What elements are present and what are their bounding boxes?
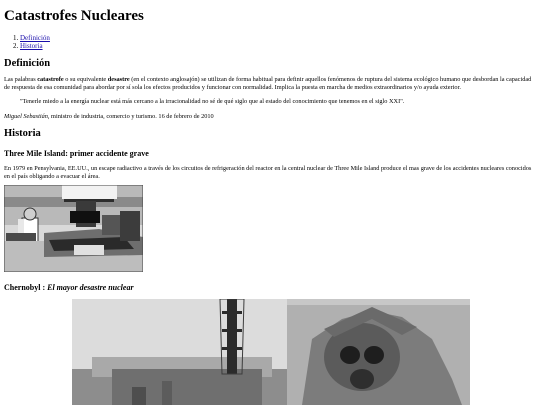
definicion-heading: Definición [4, 58, 51, 69]
tmi-heading: Three Mile Island: primer accidente grave [4, 149, 149, 158]
chernobyl-label: Chernobyl : [4, 283, 48, 292]
toc-link-historia[interactable]: Historia [20, 42, 43, 50]
tmi-paragraph: En 1979 en Pensylvania, EE.UU., un escape radiactivo a través de los circuitos de refrigeración del reactor en la central nuclear de Three Mile Island produce el mas grave de los accidentes nucleares conocidos en el país obligando a evacuar el área. [4, 165, 532, 180]
blockquote: "Tenerle miedo a la energía nuclear está más cercano a la irracionalidad no sé de qué siglo que al estado del conocimiento que tenemos en el siglo XXI". [20, 98, 405, 105]
historia-heading: Historia [4, 128, 41, 139]
quote-attribution [4, 113, 536, 121]
toc-item-definicion [20, 34, 50, 42]
definicion-paragraph [4, 76, 536, 92]
toc-item-historia [20, 42, 50, 50]
term-catastrofe: catastrofe [37, 76, 64, 83]
chernobyl-subtitle: El mayor desastre nuclear [47, 283, 134, 292]
definicion-text-mid: o su equivalente [63, 76, 108, 83]
quote-author-detail: , ministro de industria, comercio y turismo. 16 de febrero de 2010 [47, 113, 214, 120]
chernobyl-heading [4, 283, 134, 292]
definicion-text-pre: Las palabras [4, 76, 38, 83]
definicion-text-post: (en el contexto anglosajón) se utilizan de forma habitual para definir aquellos fenómenos de ruptura del sistema ecológico humano que desbordan la capacidad de respuesta de esa comunidad para abordar por sí sola los efectos producidos y funcionar con normalidad. Implica la puesta en marcha de medios extraordinarios y/o ayuda exterior. [4, 76, 532, 91]
three-mile-island-photo [4, 185, 143, 272]
term-desastre: desastre [107, 76, 130, 83]
page-title: Catastrofes Nucleares [4, 8, 144, 24]
quote-author: Miguel Sebastián [4, 113, 48, 120]
chernobyl-photo [72, 299, 470, 405]
table-of-contents [4, 34, 50, 50]
toc-link-definicion[interactable]: Definición [20, 34, 50, 42]
